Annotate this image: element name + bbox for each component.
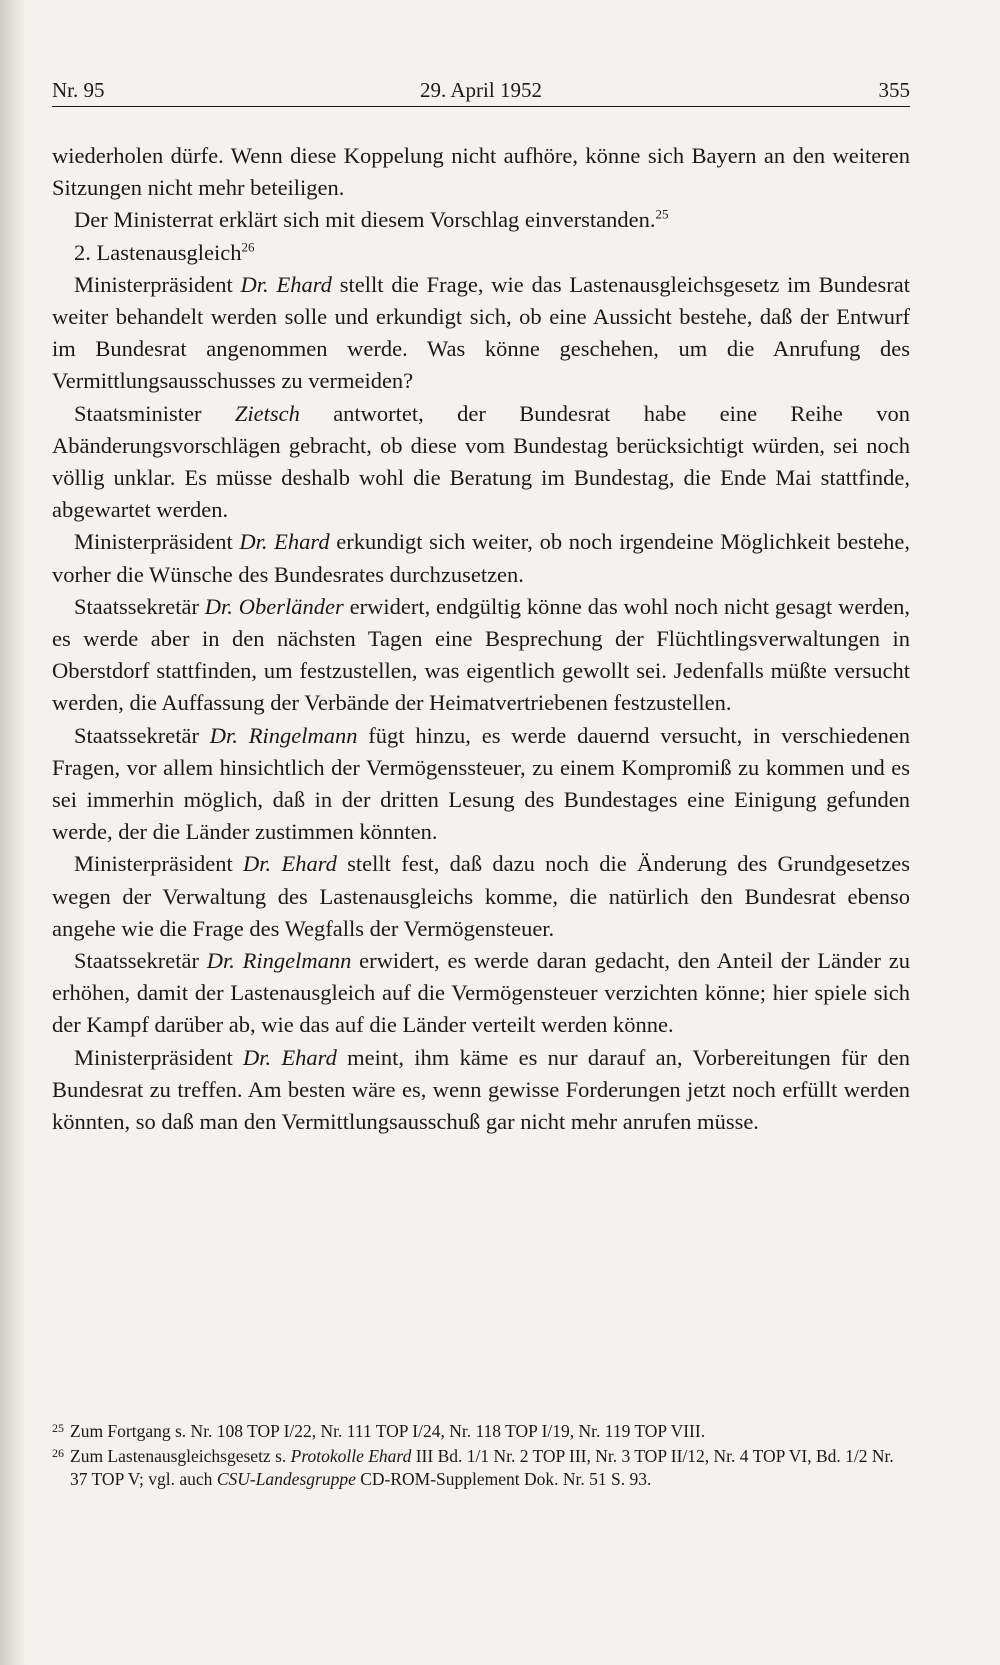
footnote-text: [70, 1420, 910, 1444]
paragraph: [52, 848, 910, 945]
paragraph: [52, 591, 910, 720]
speaker-name: Dr. Ringelmann: [209, 722, 358, 748]
speaker-name: CSU-Landesgruppe: [216, 1469, 356, 1489]
text-run: Staatssekretär: [74, 593, 205, 619]
speaker-name: Protokolle Ehard: [290, 1445, 412, 1466]
text-run: CD-ROM-Supplement Dok. Nr. 51 S. 93.: [355, 1469, 652, 1489]
running-header: [52, 72, 910, 107]
paragraph: [52, 237, 910, 269]
text-run: 2. Lastenausgleich: [74, 239, 242, 265]
speaker-name: Dr. Ehard: [239, 529, 330, 555]
header-date: 29. April 1952: [420, 78, 542, 102]
text-run: meint, ihm käme es nur darauf an, Vorbereitungen für den Bundesrat zu treffen. Am besten wäre es, wenn gewisse Forderungen jetzt noch erfüllt werden könnten, so daß man den Vermittlungsausschuß gar nicht mehr anrufen müsse.: [52, 1044, 910, 1135]
text-run: Staatsminister: [74, 400, 235, 426]
text-run: Ministerpräsident: [74, 1044, 244, 1070]
speaker-name: Dr. Ehard: [243, 1044, 337, 1070]
text-run: antwortet, der Bundesrat habe eine Reihe von Abänderungsvorschlägen gebracht, ob diese vom Bundestag berücksichtigt würden, sei noch völlig unklar. Es müsse deshalb wohl die Beratung im Bundestag, die Ende Mai stattfinde, abgewartet werden.: [52, 400, 910, 523]
footnote-reference[interactable]: 25: [655, 206, 669, 222]
paragraph: [52, 1042, 910, 1139]
footnote-text: [70, 1445, 910, 1492]
paragraph: [52, 526, 910, 590]
text-run: Zum Lastenausgleichsgesetz s.: [70, 1445, 291, 1466]
text-run: stellt die Frage, wie das Lastenausgleichsgesetz im Bundesrat weiter behandelt werden solle und erkundigt sich, ob eine Aussicht bestehe, daß der Entwurf im Bundesrat angenommen werde. Was könne geschehen, um die Anrufung des Vermittlungsausschusses zu vermeiden?: [52, 271, 910, 394]
paragraph: [52, 269, 910, 398]
text-run: Zum Fortgang s. Nr. 108 TOP I/22, Nr. 111 TOP I/24, Nr. 118 TOP I/19, Nr. 119 TOP VIII.: [70, 1421, 706, 1441]
paragraph: [52, 140, 910, 204]
text-run: erwidert, es werde daran gedacht, den Anteil der Länder zu erhöhen, damit der Lastenausgleich auf die Vermögensteuer verzichten könne; hier spiele sich der Kampf darüber ab, wie das auf die Länder verteilt werden könne.: [52, 948, 910, 1038]
body-text: [52, 140, 910, 1138]
paragraph: [52, 720, 910, 849]
speaker-name: Zietsch: [234, 400, 300, 426]
speaker-name: Dr. Ehard: [240, 271, 332, 297]
text-run: erkundigt sich weiter, ob noch irgendeine Möglichkeit bestehe, vorher die Wünsche des Bundesrates durchzusetzen.: [52, 529, 910, 587]
text-run: Staatssekretär: [74, 948, 207, 974]
footnote: [52, 1420, 910, 1444]
text-run: Staatssekretär: [74, 722, 210, 748]
text-run: erwidert, endgültig könne das wohl noch nicht gesagt werden, es werde aber in den nächsten Tagen eine Besprechung der Flüchtlingsverwaltungen in Oberstdorf stattfinden, um festzustellen, was eigentlich gewollt sei. Jedenfalls müßte versucht werden, die Auffassung der Verbände der Heimatvertriebenen festzustellen.: [52, 593, 910, 716]
paragraph: [52, 945, 910, 1042]
text-run: Ministerpräsident: [74, 851, 244, 877]
speaker-name: Dr. Ehard: [243, 851, 337, 877]
paragraph: [52, 398, 910, 527]
footnote: [52, 1445, 910, 1492]
text-run: Ministerpräsident: [74, 271, 241, 297]
page-number: 355: [878, 78, 910, 102]
text-run: Ministerpräsident: [74, 529, 240, 555]
paragraph: [52, 204, 910, 236]
footnote-reference[interactable]: 26: [241, 239, 255, 255]
text-run: Der Ministerrat erklärt sich mit diesem Vorschlag einverstanden.: [74, 207, 656, 233]
book-spine-shadow: [0, 0, 26, 1665]
speaker-name: Dr. Ringelmann: [206, 948, 352, 974]
footnotes: [52, 1420, 910, 1493]
text-run: wiederholen dürfe. Wenn diese Koppelung nicht aufhöre, könne sich Bayern an den weiteren Sitzungen nicht mehr beteiligen.: [52, 143, 910, 201]
text-run: fügt hinzu, es werde dauernd versucht, in verschiedenen Fragen, vor allem hinsichtlich der Vermögenssteuer, zu einem Kompromiß zu kommen und es sei immerhin möglich, daß in der dritten Lesung des Bundestages eine Einigung gefunden werde, der die Länder zustimmen könnten.: [52, 722, 911, 845]
text-run: III Bd. 1/1 Nr. 2 TOP III, Nr. 3 TOP II/12, Nr. 4 TOP VI, Bd. 1/2 Nr. 37 TOP V; vgl. auch: [70, 1445, 894, 1489]
footnote-number: 26: [52, 1445, 64, 1460]
document-number: Nr. 95: [52, 78, 105, 102]
speaker-name: Dr. Oberländer: [204, 593, 344, 619]
text-run: stellt fest, daß dazu noch die Änderung des Grundgesetzes wegen der Verwaltung des Lastenausgleichs komme, die natürlich den Bundesrat ebenso angehe wie die Frage des Wegfalls der Vermögensteuer.: [52, 851, 910, 941]
footnote-number: 25: [52, 1421, 64, 1435]
